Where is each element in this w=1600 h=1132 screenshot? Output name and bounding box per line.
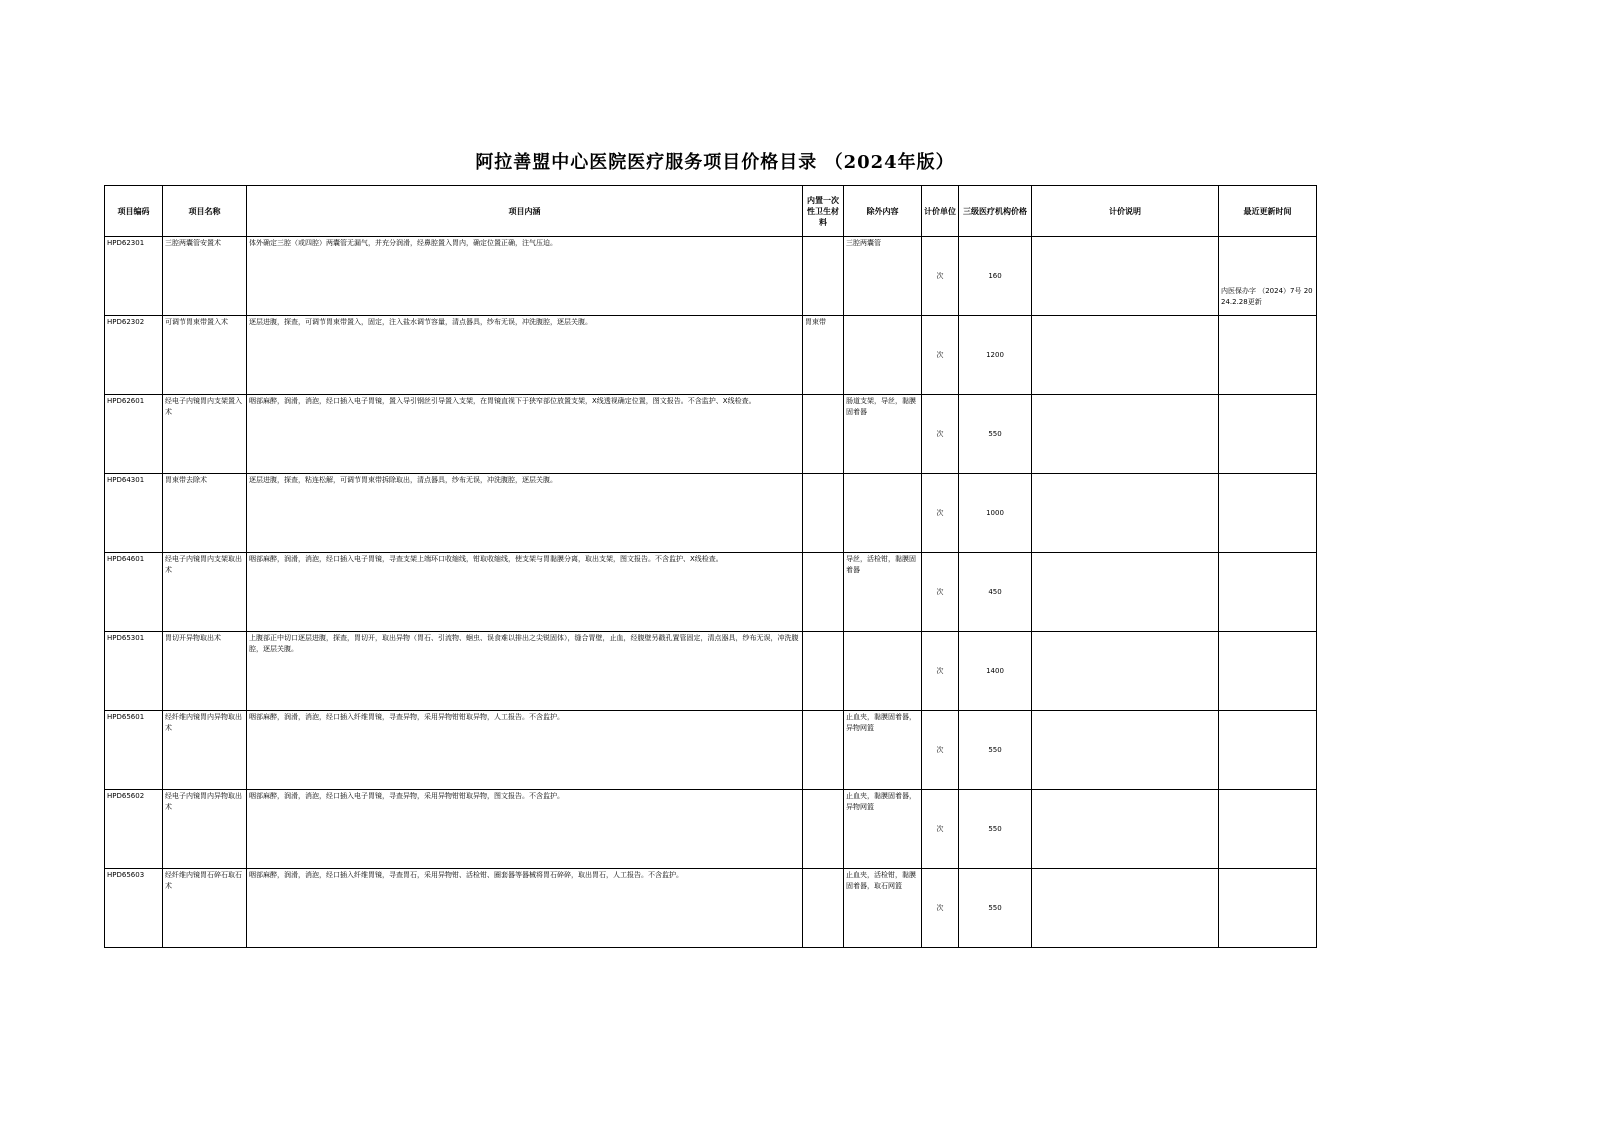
header-code: 项目编码 (105, 186, 163, 237)
cell-price: 550 (959, 869, 1032, 948)
cell-name: 经电子内镜胃内支架置入术 (163, 395, 247, 474)
cell-code: HPD64601 (105, 553, 163, 632)
header-note: 计价说明 (1032, 186, 1219, 237)
cell-exclude: 三腔两囊管 (844, 237, 922, 316)
cell-note (1032, 553, 1219, 632)
cell-material (803, 790, 844, 869)
cell-code: HPD62601 (105, 395, 163, 474)
cell-note (1032, 711, 1219, 790)
cell-updated (1219, 316, 1317, 395)
cell-note (1032, 316, 1219, 395)
cell-unit: 次 (922, 711, 959, 790)
cell-note (1032, 237, 1219, 316)
cell-unit: 次 (922, 553, 959, 632)
cell-updated (1219, 790, 1317, 869)
cell-code: HPD64301 (105, 474, 163, 553)
cell-name: 可调节胃束带置入术 (163, 316, 247, 395)
table-row (105, 790, 1317, 869)
header-exclude: 除外内容 (844, 186, 922, 237)
cell-note (1032, 474, 1219, 553)
cell-code: HPD65601 (105, 711, 163, 790)
cell-material (803, 553, 844, 632)
cell-note (1032, 632, 1219, 711)
cell-material: 胃束带 (803, 316, 844, 395)
update-note: 内医保办字 （2024）7号 2024.2.28更新 (1221, 287, 1313, 306)
table-row (105, 474, 1317, 553)
header-content: 项目内涵 (247, 186, 803, 237)
cell-note (1032, 790, 1219, 869)
cell-exclude (844, 474, 922, 553)
cell-updated (1219, 553, 1317, 632)
cell-exclude (844, 316, 922, 395)
cell-content: 体外确定三腔（或四腔）两囊管无漏气，并充分润滑，经鼻腔置入胃内，确定位置正确，注气压迫。 (247, 237, 803, 316)
cell-updated (1219, 869, 1317, 948)
price-table (104, 185, 1317, 948)
cell-material (803, 474, 844, 553)
cell-price: 1000 (959, 474, 1032, 553)
cell-note (1032, 395, 1219, 474)
cell-material (803, 237, 844, 316)
header-updated: 最近更新时间 (1219, 186, 1317, 237)
cell-updated (1219, 711, 1317, 790)
cell-code: HPD65301 (105, 632, 163, 711)
cell-content: 咽部麻醉，润滑，消泡，经口插入纤维胃镜，寻查胃石，采用异物钳、活检钳、圈套器等器械将胃石碎碎，取出胃石，人工报告。不含监护。 (247, 869, 803, 948)
cell-price: 450 (959, 553, 1032, 632)
header-name: 项目名称 (163, 186, 247, 237)
cell-price: 550 (959, 790, 1032, 869)
cell-name: 经纤维内镜胃石碎石取石术 (163, 869, 247, 948)
table-row (105, 632, 1317, 711)
cell-code: HPD62302 (105, 316, 163, 395)
cell-price: 1200 (959, 316, 1032, 395)
cell-code: HPD65602 (105, 790, 163, 869)
cell-exclude (844, 632, 922, 711)
cell-content: 咽部麻醉，润滑，消泡，经口插入电子胃镜，寻查异物，采用异物钳钳取异物，图文报告。不含监护。 (247, 790, 803, 869)
cell-unit: 次 (922, 632, 959, 711)
cell-name: 胃束带去除术 (163, 474, 247, 553)
cell-exclude: 止血夹，黏膜固着器，异物网篮 (844, 711, 922, 790)
cell-exclude: 止血夹，黏膜固着器，异物网篮 (844, 790, 922, 869)
header-unit: 计价单位 (922, 186, 959, 237)
cell-unit: 次 (922, 395, 959, 474)
table-row (105, 553, 1317, 632)
page-title: 阿拉善盟中心医院医疗服务项目价格目录 （2024年版） (475, 152, 955, 173)
cell-unit: 次 (922, 790, 959, 869)
cell-material (803, 632, 844, 711)
header-material: 内置一次性卫生材料 (803, 186, 844, 237)
cell-content: 上腹部正中切口逐层进腹，探查，胃切开，取出异物（胃石、引流物、蛔虫、误食难以排出之尖锐固体），缝合胃壁，止血，经腹壁另戳孔置管固定，清点器具，纱布无误，冲洗腹腔，逐层关腹。 (247, 632, 803, 711)
cell-unit: 次 (922, 474, 959, 553)
cell-exclude: 肠道支架，导丝，黏膜固着器 (844, 395, 922, 474)
cell-name: 经电子内镜胃内异物取出术 (163, 790, 247, 869)
cell-name: 胃切开异物取出术 (163, 632, 247, 711)
header-price: 三级医疗机构价格 (959, 186, 1032, 237)
table-row (105, 711, 1317, 790)
cell-content: 咽部麻醉，润滑，消泡，经口插入电子胃镜，置入导引钢丝引导置入支架，在胃镜直视下于狭窄部位放置支架，X线透视确定位置，图文报告。不含监护、X线检查。 (247, 395, 803, 474)
table-row (105, 316, 1317, 395)
cell-material (803, 711, 844, 790)
cell-code: HPD62301 (105, 237, 163, 316)
cell-updated (1219, 395, 1317, 474)
cell-price: 550 (959, 395, 1032, 474)
cell-updated (1219, 474, 1317, 553)
cell-unit: 次 (922, 237, 959, 316)
cell-content: 咽部麻醉，润滑，消泡，经口插入电子胃镜，寻查支架上端环口收缩线，钳取收缩线，使支架与胃黏膜分离，取出支架，图文报告。不含监护、X线检查。 (247, 553, 803, 632)
cell-material (803, 869, 844, 948)
cell-price: 550 (959, 711, 1032, 790)
cell-updated (1219, 632, 1317, 711)
cell-code: HPD65603 (105, 869, 163, 948)
cell-note (1032, 869, 1219, 948)
cell-material (803, 395, 844, 474)
cell-price: 1400 (959, 632, 1032, 711)
cell-name: 经纤维内镜胃内异物取出术 (163, 711, 247, 790)
cell-name: 经电子内镜胃内支架取出术 (163, 553, 247, 632)
cell-exclude: 导丝，活检钳，黏膜固着器 (844, 553, 922, 632)
table-row (105, 869, 1317, 948)
cell-name: 三腔两囊管安置术 (163, 237, 247, 316)
table-row (105, 395, 1317, 474)
header-row (105, 186, 1317, 237)
cell-updated (1219, 237, 1317, 316)
cell-price: 160 (959, 237, 1032, 316)
table-row (105, 237, 1317, 316)
cell-unit: 次 (922, 869, 959, 948)
cell-content: 咽部麻醉，润滑，消泡，经口插入纤维胃镜，寻查异物，采用异物钳钳取异物，人工报告。不含监护。 (247, 711, 803, 790)
cell-exclude: 止血夹，活检钳，黏膜固着器，取石网篮 (844, 869, 922, 948)
cell-content: 逐层进腹，探查，粘连松解，可调节胃束带拆除取出，清点器具，纱布无误，冲洗腹腔，逐层关腹。 (247, 474, 803, 553)
cell-content: 逐层进腹，探查，可调节胃束带置入，固定，注入盐水调节容量，清点器具，纱布无误，冲洗腹腔，逐层关腹。 (247, 316, 803, 395)
cell-unit: 次 (922, 316, 959, 395)
